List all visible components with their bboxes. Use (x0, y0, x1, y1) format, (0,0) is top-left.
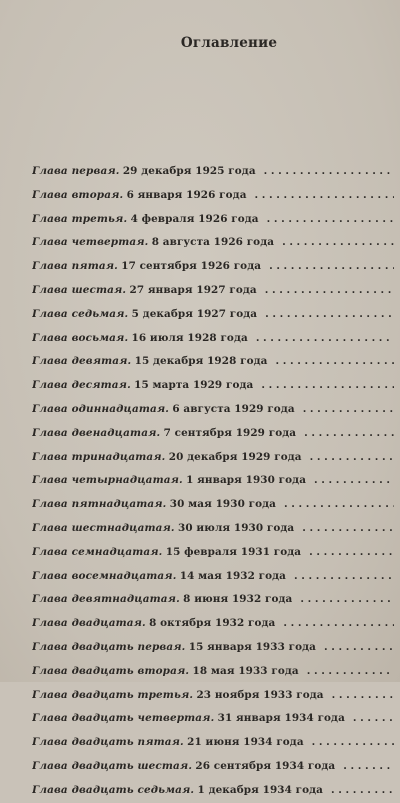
toc-entry (32, 612, 394, 636)
chapter-date: 30 мая 1930 года (169, 498, 276, 511)
chapter-label: Глава шестая. (32, 283, 127, 296)
chapter-label: Глава двадцать седьмая. (32, 783, 195, 796)
dot-leader (306, 469, 394, 493)
toc-entry (32, 469, 394, 493)
toc-entry (32, 398, 394, 422)
chapter-date: 26 сентября 1934 года (195, 759, 336, 772)
chapter-label: Глава двадцать первая. (32, 640, 186, 653)
chapter-date: 27 января 1927 года (129, 283, 257, 296)
dot-leader (296, 422, 394, 446)
chapter-date: 15 декабря 1928 года (134, 355, 268, 368)
chapter-date: 8 октября 1932 года (149, 617, 276, 630)
toc-entry (32, 731, 394, 755)
chapter-label: Глава двадцать пятая. (32, 736, 184, 749)
dot-leader (294, 517, 394, 541)
dot-leader (316, 636, 394, 660)
chapter-date: 16 июля 1928 года (131, 331, 248, 344)
dot-leader (295, 398, 394, 422)
chapter-date: 29 декабря 1925 года (122, 165, 256, 177)
page-title: Оглавление (180, 35, 278, 51)
chapter-date: 8 июня 1932 года (183, 593, 293, 606)
chapter-label: Глава одиннадцатая. (32, 402, 170, 415)
dot-leader (257, 279, 394, 303)
toc-entry (32, 636, 394, 660)
toc-entry (32, 350, 394, 374)
dot-leader (304, 731, 394, 755)
dot-leader (256, 160, 394, 184)
chapter-date: 20 декабря 1929 года (168, 450, 302, 463)
dot-leader (276, 493, 394, 517)
dot-leader (247, 184, 394, 208)
chapter-date: 7 сентября 1929 года (163, 426, 297, 439)
chapter-date: 1 января 1930 года (186, 474, 307, 487)
dot-leader (253, 374, 394, 398)
chapter-label: Глава двадцатая. (32, 617, 146, 630)
toc-entry (32, 422, 394, 446)
chapter-label: Глава третья. (32, 212, 128, 225)
dot-leader (286, 565, 394, 589)
chapter-label: Глава двадцать четвертая. (32, 712, 215, 725)
dot-leader (345, 707, 394, 731)
dot-leader (302, 446, 394, 470)
chapter-label: Глава семнадцатая. (32, 545, 163, 558)
chapter-date: 15 февраля 1931 года (165, 545, 302, 558)
toc-entry (32, 255, 394, 279)
toc-entry (32, 517, 394, 541)
chapter-date: 6 августа 1929 года (172, 402, 295, 415)
dot-leader (299, 660, 394, 684)
dot-leader (248, 327, 394, 351)
chapter-date: 21 июня 1934 года (187, 736, 304, 749)
dot-leader (261, 255, 394, 279)
chapter-label: Глава восьмая. (32, 331, 129, 344)
chapter-label: Глава двадцать третья. (32, 688, 194, 701)
dot-leader (259, 208, 394, 232)
chapter-date: 17 сентября 1926 года (121, 260, 262, 273)
chapter-label: Глава пятнадцатая. (32, 498, 167, 511)
chapter-label: Глава четырнадцатая. (32, 474, 183, 487)
chapter-date: 30 июля 1930 года (178, 521, 295, 534)
chapter-label: Глава двадцать шестая. (32, 759, 193, 772)
chapter-label: Глава двадцать вторая. (32, 664, 190, 677)
chapter-label: Глава шестнадцатая. (32, 521, 175, 534)
dot-leader (268, 350, 395, 374)
chapter-label: Глава десятая. (32, 379, 131, 392)
toc-entry (32, 279, 394, 303)
chapter-date: 31 января 1934 года (217, 712, 345, 725)
chapter-date: 5 декабря 1927 года (131, 307, 258, 320)
chapter-date: 4 февраля 1926 года (130, 212, 259, 225)
chapter-date: 18 мая 1933 года (192, 664, 299, 677)
chapter-label: Глава первая. (32, 165, 120, 177)
toc-entry (32, 303, 394, 327)
toc-entry (32, 755, 394, 779)
toc-entry (32, 160, 394, 184)
chapter-date: 15 марта 1929 года (134, 379, 254, 392)
dot-leader (275, 612, 394, 636)
chapter-label: Глава двенадцатая. (32, 426, 161, 439)
toc-entry (32, 374, 394, 398)
chapter-date: 1 декабря 1934 года (197, 783, 324, 796)
toc-entry (32, 541, 394, 565)
chapter-date: 14 мая 1932 года (179, 569, 287, 582)
dot-leader (301, 541, 394, 565)
dot-leader (292, 588, 394, 612)
chapter-date: 15 января 1933 года (188, 640, 316, 653)
table-of-contents (32, 160, 394, 803)
chapter-date: 6 января 1926 года (126, 188, 247, 201)
chapter-label: Глава девятнадцатая. (32, 593, 180, 606)
dot-leader (323, 779, 394, 803)
dot-leader (335, 755, 394, 779)
dot-leader (257, 303, 394, 327)
chapter-label: Глава седьмая. (32, 307, 129, 320)
dot-leader (274, 231, 394, 255)
toc-entry (32, 684, 394, 708)
toc-entry (32, 327, 394, 351)
toc-entry (32, 779, 394, 803)
toc-entry (32, 446, 394, 470)
chapter-label: Глава вторая. (32, 188, 124, 201)
toc-entry (32, 588, 394, 612)
toc-entry (32, 184, 394, 208)
toc-entry (32, 231, 394, 255)
chapter-date: 8 августа 1926 года (151, 236, 275, 249)
toc-entry (32, 493, 394, 517)
chapter-label: Глава четвертая. (32, 236, 149, 249)
chapter-label: Глава тринадцатая. (32, 450, 166, 463)
chapter-date: 23 ноября 1933 года (196, 688, 324, 701)
toc-entry (32, 208, 394, 232)
chapter-label: Глава пятая. (32, 260, 118, 273)
toc-entry (32, 707, 394, 731)
chapter-label: Глава девятая. (32, 355, 132, 368)
chapter-label: Глава восемнадцатая. (32, 569, 177, 582)
toc-entry (32, 565, 394, 589)
toc-entry (32, 660, 394, 684)
dot-leader (324, 684, 394, 708)
